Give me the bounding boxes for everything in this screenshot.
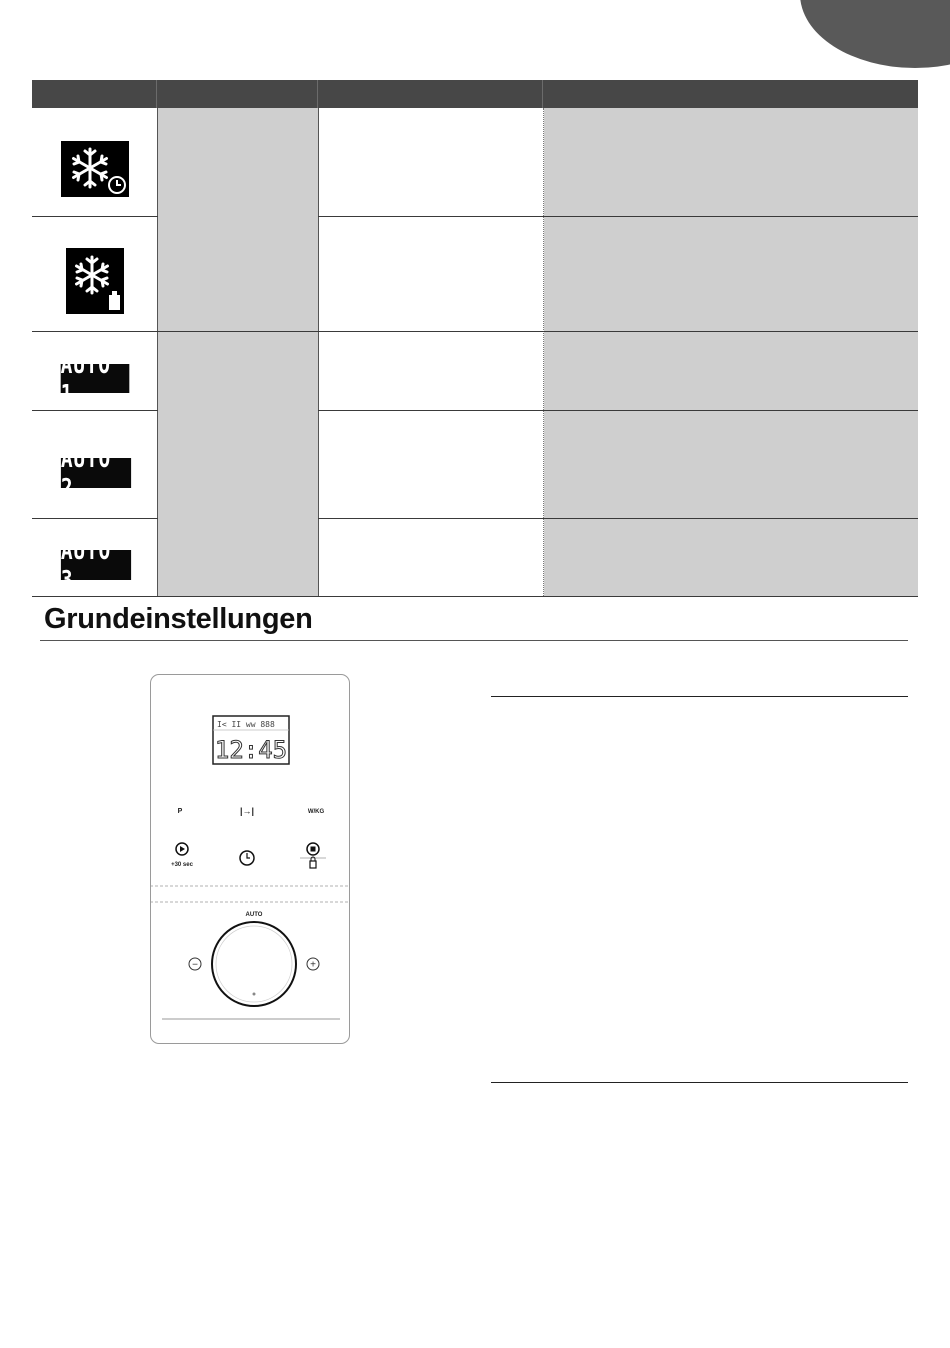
lcd-indicators: I< II ww 888 — [217, 720, 275, 729]
control-dial[interactable] — [212, 922, 296, 1006]
weight-label: W/KG — [307, 809, 325, 815]
lcd-time: 12:45 — [214, 736, 288, 764]
clock-button[interactable] — [240, 851, 254, 865]
snowflake-clock-icon — [61, 141, 129, 197]
start-sub-label: +30 sec — [171, 862, 193, 868]
plus-button[interactable] — [307, 958, 319, 971]
row-divider — [32, 216, 158, 217]
plus-label: + — [310, 959, 316, 971]
power-label: P — [177, 808, 183, 815]
col-divider — [543, 108, 544, 596]
row-divider — [318, 410, 918, 411]
control-panel-illustration — [150, 674, 350, 1044]
minus-label: − — [192, 959, 198, 971]
time-label: |→| — [239, 806, 255, 816]
lcd-auto-3-icon: AUTO 3 — [61, 550, 131, 580]
col-divider — [318, 108, 319, 596]
stop-button[interactable] — [300, 843, 326, 868]
description-column — [544, 108, 918, 596]
start-button[interactable] — [176, 843, 188, 855]
mode-cell-auto — [158, 332, 318, 596]
header-cell-symbol — [32, 80, 157, 108]
row-divider — [318, 518, 918, 519]
section-title: Grundeinstellungen — [44, 603, 313, 635]
row-divider — [318, 216, 918, 217]
chapter-corner-tab — [800, 0, 950, 68]
header-cell-description — [543, 80, 918, 108]
text-block-top-rule — [491, 696, 908, 697]
header-cell-mode — [157, 80, 318, 108]
dial-label: AUTO — [245, 912, 263, 918]
snowflake-weight-icon — [66, 248, 124, 314]
row-divider — [32, 410, 158, 411]
col-divider — [157, 108, 158, 596]
minus-button[interactable] — [189, 958, 201, 971]
mode-cell-defrost — [158, 108, 318, 331]
section-rule — [40, 640, 908, 641]
table-bottom-border — [32, 596, 918, 597]
table-header — [32, 80, 918, 108]
text-block-bottom-rule — [491, 1082, 908, 1083]
lcd-auto-2-icon: AUTO 2 — [61, 458, 131, 488]
row-divider — [32, 518, 158, 519]
header-cell-function — [318, 80, 543, 108]
lcd-auto-1-icon: AUTO 1 — [61, 364, 130, 393]
row-divider — [32, 331, 918, 332]
